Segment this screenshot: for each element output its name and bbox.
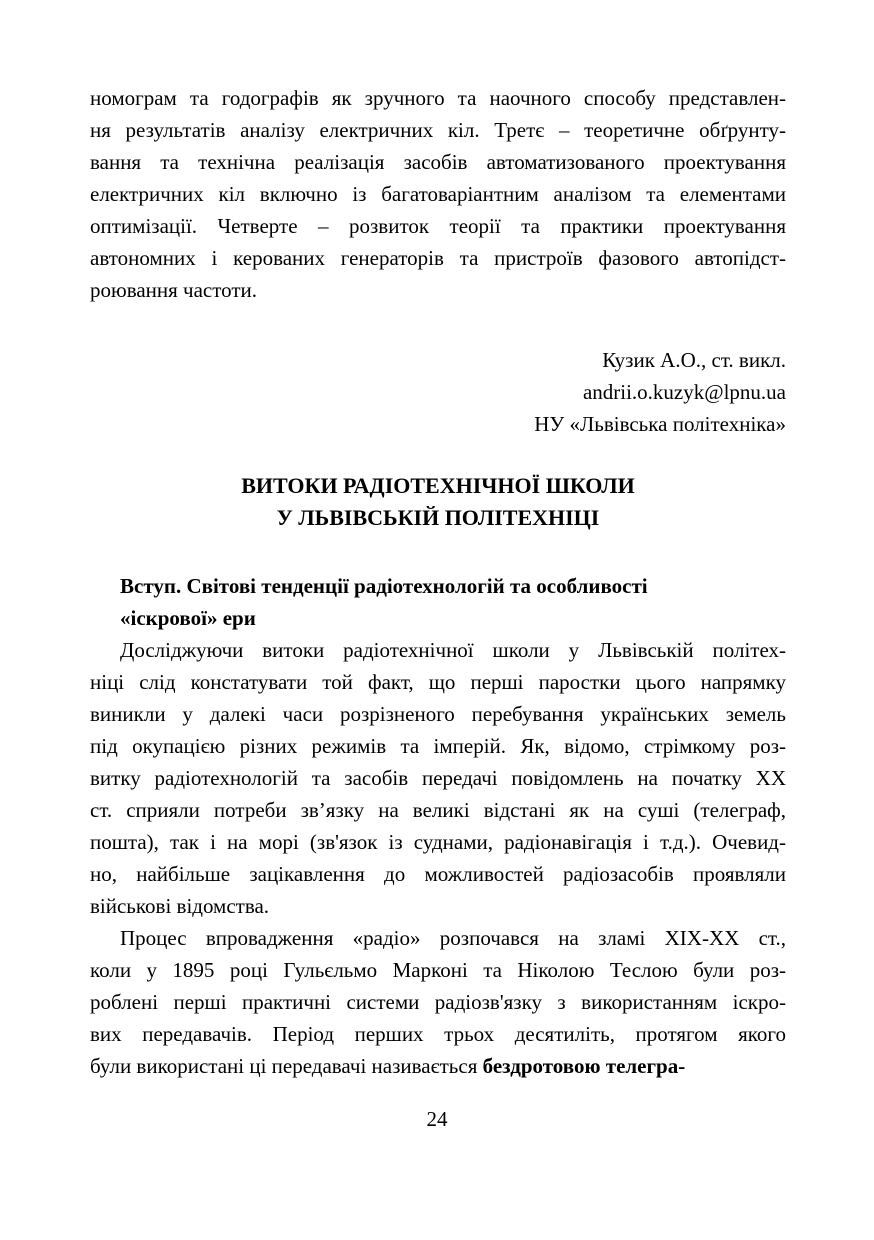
text-line: автономних і керованих генераторів та пристроїв фазового автопідст- xyxy=(90,246,786,270)
author-affiliation: НУ «Львівська політехніка» xyxy=(534,412,786,436)
text-line: вання та технічна реалізація засобів автоматизованого проектування xyxy=(90,150,786,174)
page-content xyxy=(90,82,786,1082)
text-segment: були використані ці передавачі називається xyxy=(90,1054,483,1078)
author-block xyxy=(90,344,786,440)
text-line: коли у 1895 році Гульєльмо Марконі та Ніколою Теслою були роз- xyxy=(90,958,786,982)
text-line: Процес впровадження «радіо» розпочався на зламі ХІХ-ХХ ст., xyxy=(120,926,786,950)
text-line: під окупацією різних режимів та імперій. Як, відомо, стрімкому роз- xyxy=(90,734,786,758)
author-email: andrii.o.kuzyk@lpnu.ua xyxy=(582,380,786,404)
text-line: роблені перші практичні системи радіозв'язку з використанням іскро- xyxy=(90,990,786,1014)
text-line xyxy=(90,1050,786,1082)
text-line: електричних кіл включно із багатоваріантним аналізом та елементами xyxy=(90,182,786,206)
text-line: ніці слід констатувати той факт, що перші паростки цього напрямку xyxy=(90,670,786,694)
text-line: ня результатів аналізу електричних кіл. Третє – теоретичне обґрунту- xyxy=(90,118,786,142)
subheading-line-2: «іскрової» ери xyxy=(120,606,256,630)
text-line: роювання частоти. xyxy=(90,278,258,302)
text-line: оптимізації. Четверте – розвиток теорії та практики проектування xyxy=(90,214,786,238)
text-line: Досліджуючи витоки радіотехнічної школи у Львівській політех- xyxy=(120,638,786,662)
subheading-line-1: Вступ. Світові тенденції радіотехнологій та особливості xyxy=(120,574,648,598)
text-line: ст. сприяли потреби зв’язку на великі відстані як на суші (телеграф, xyxy=(90,798,786,822)
text-line: військові відомства. xyxy=(90,894,270,918)
text-line: номограм та годографів як зручного та наочного способу представлен- xyxy=(90,86,786,110)
text-line: пошта), так і на морі (зв'язок із суднами, радіонавігація і т.д.). Очевид- xyxy=(90,830,786,854)
text-line: вих передавачів. Період перших трьох десятиліть, протягом якого xyxy=(90,1022,786,1046)
title-line-1: ВИТОКИ РАДІОТЕХНІЧНОЇ ШКОЛИ xyxy=(241,473,635,498)
text-line: виникли у далекі часи розрізненого перебування українських земель xyxy=(90,702,786,726)
section-subheading xyxy=(90,570,786,634)
author-name: Кузик А.О., ст. викл. xyxy=(602,348,786,372)
text-line: витку радіотехнологій та засобів передачі повідомлень на початку ХХ xyxy=(90,766,786,790)
title-line-2: У ЛЬВІВСЬКІЙ ПОЛІТЕХНІЦІ xyxy=(276,505,600,530)
text-line: но, найбільше зацікавлення до можливостей радіозасобів проявляли xyxy=(90,862,786,886)
page-number: 24 xyxy=(426,1107,448,1131)
paragraph-intro xyxy=(90,634,786,922)
paragraph-conclusion xyxy=(90,82,786,306)
article-title xyxy=(90,470,786,534)
paragraph-history xyxy=(90,922,786,1082)
emphasized-text: бездротовою телегра- xyxy=(482,1054,686,1078)
